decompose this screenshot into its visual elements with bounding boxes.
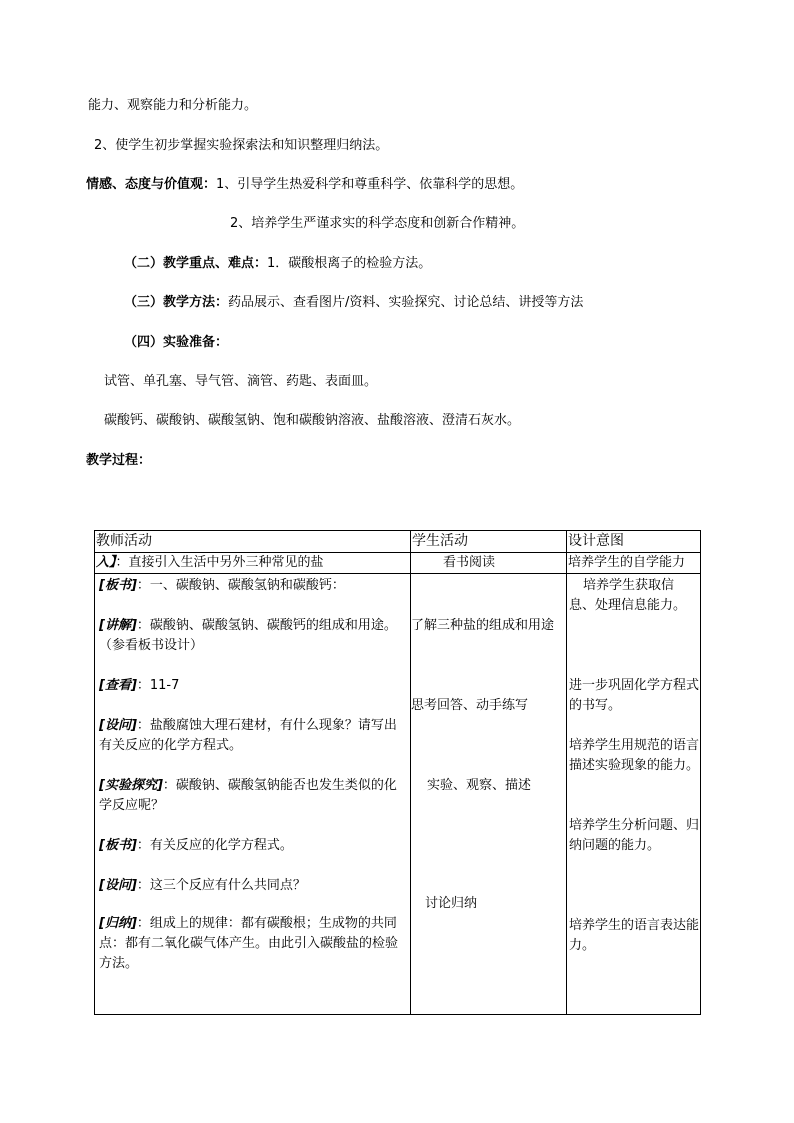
design-item: 培养学生分析问题、归纳问题的能力。 [569,818,700,853]
student-item: 实验、观察、描述 [427,778,532,793]
key-points-line [124,256,431,272]
teacher-item-text: ：碳酸钠、碳酸氢钠能否也发生类似的化学反应呢？ [99,778,397,813]
table-row [95,574,701,1015]
emotion-line-1 [86,177,523,193]
intro-tag: 入】 [96,555,116,570]
teacher-item [99,776,407,816]
student-item: 了解三种盐的组成和用途 [411,618,555,633]
teacher-item [99,914,407,974]
teacher-item [99,676,407,696]
teacher-item-text: ：组成上的规律：都有碳酸根；生成物的共同点：都有二氧化碳气体产生。由此引入碳酸盐的检验方法。 [99,916,399,971]
teacher-item-tag: [板书] [99,578,137,593]
teacher-item-text: ：盐酸腐蚀大理石建材，有什么现象？请写出有关反应的化学方程式。 [99,718,397,753]
intro-student-cell: 看书阅读 [411,553,567,574]
equipment-line: 试管、单孔塞、导气管、滴管、药匙、表面皿。 [104,374,378,389]
key-points-text: 1．碳酸根离子的检验方法。 [267,256,432,271]
process-label: 教学过程： [86,453,152,468]
emotion-item-1: 1、引导学生热爱科学和尊重科学、依靠科学的思想。 [216,177,524,192]
method-text: 药品展示、查看图片/资料、实验探究、讨论总结、讲授等方法 [228,295,584,310]
intro-teacher-cell [95,553,411,574]
teacher-item-tag: [设问] [99,878,137,893]
emotion-line-2: 2、培养学生严谨求实的科学态度和创新合作精神。 [230,216,525,231]
header-design: 设计意图 [567,531,701,553]
teacher-item-text: ：11-7 [136,678,180,693]
teacher-item-text: ：一、碳酸钠、碳酸氢钠和碳酸钙： [136,578,345,593]
intro-line-1: 能力、观察能力和分析能力。 [88,98,258,113]
emotion-label: 情感、态度与价值观： [86,177,217,192]
design-item: 培养学生获取信息、处理信息能力。 [569,578,687,613]
teacher-item-text: ：碳酸钠、碳酸氢钠、碳酸钙的组成和用途。（参看板书设计） [99,618,397,653]
header-teacher: 教师活动 [95,531,411,553]
teacher-item-tag: [实验探究] [99,778,163,793]
teacher-item-text: ：这三个反应有什么共同点？ [136,878,306,893]
teacher-item-tag: [查看] [99,678,137,693]
design-item: 培养学生用规范的语言描述实验现象的能力。 [569,738,700,773]
key-points-label: （二）教学重点、难点： [124,256,268,271]
teacher-item-tag: [设问] [99,718,137,733]
teacher-item-text: ：有关反应的化学方程式。 [136,838,293,853]
design-intent-cell [567,574,701,1015]
reagents-line: 碳酸钙、碳酸钠、碳酸氢钠、饱和碳酸钠溶液、盐酸溶液、澄清石灰水。 [104,413,521,428]
teacher-item-tag: [归纳] [99,916,137,931]
teacher-item [99,836,407,856]
intro-teacher-text: ：直接引入生活中另外三种常见的盐 [115,555,324,570]
intro-design-cell: 培养学生的自学能力 [567,553,701,574]
student-activity-cell [411,574,567,1015]
student-item: 讨论归纳 [425,896,478,911]
student-item: 思考回答、动手练写 [411,698,529,713]
teacher-item [99,616,411,656]
design-item: 培养学生的语言表达能力。 [569,918,700,953]
design-item: 进一步巩固化学方程式的书写。 [569,678,700,713]
method-label: （三）教学方法： [124,295,229,310]
teaching-process-table [94,530,701,1015]
teacher-activity-cell [95,574,411,1015]
header-student: 学生活动 [411,531,567,553]
teacher-item [99,876,407,896]
teacher-item [99,576,407,596]
method-line [124,295,583,311]
teacher-item-tag: [板书] [99,838,137,853]
table-header-row [95,531,701,553]
teacher-item-tag: [讲解] [99,618,137,633]
table-row [95,553,701,574]
teacher-item [99,716,407,756]
prep-label: （四）实验准备： [124,335,229,350]
intro-line-2: 2、使学生初步掌握实验探索法和知识整理归纳法。 [94,138,389,153]
